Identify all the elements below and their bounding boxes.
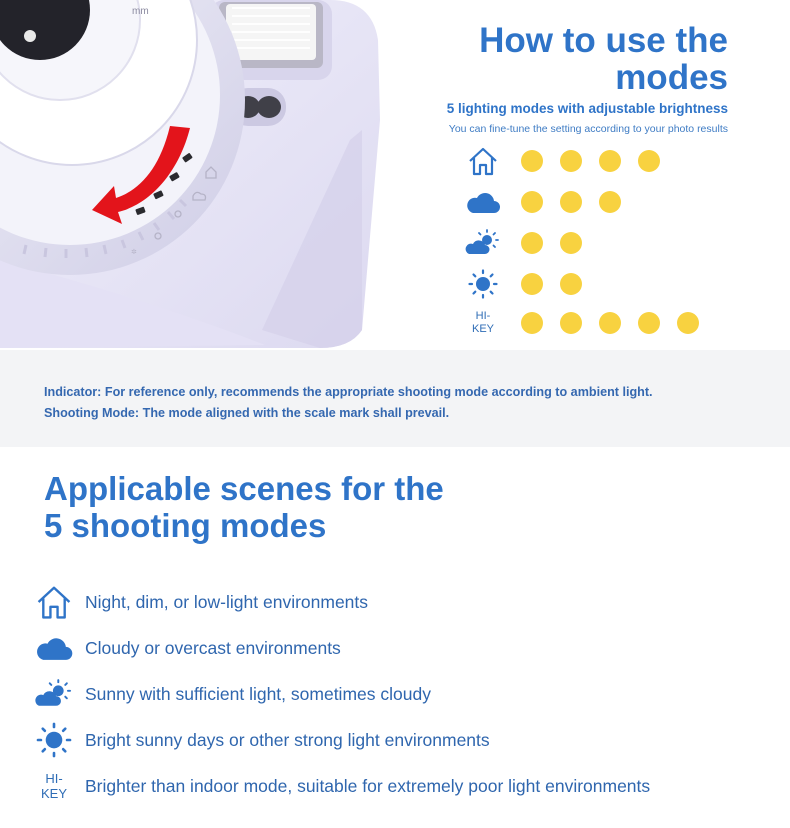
svg-text:✲: ✲ xyxy=(131,249,137,256)
brightness-dot xyxy=(560,150,582,172)
brightness-dot xyxy=(560,232,582,254)
scene-text: Cloudy or overcast environments xyxy=(85,638,341,658)
scenes-title-line-1: Applicable scenes for the xyxy=(44,470,444,507)
scene-text: Night, dim, or low-light environments xyxy=(85,592,369,612)
brightness-dot xyxy=(521,150,543,172)
brightness-dot xyxy=(560,273,582,295)
scenes-title-line-2: 5 shooting modes xyxy=(44,507,327,544)
brightness-dot xyxy=(638,312,660,334)
cloud-icon xyxy=(32,628,76,668)
hi-key-label: HI- KEY xyxy=(40,771,67,801)
brightness-dot xyxy=(599,312,621,334)
mode-row-cloudy xyxy=(462,187,742,217)
brightness-dot xyxy=(560,191,582,213)
brightness-dot xyxy=(677,312,699,334)
brightness-dot xyxy=(521,312,543,334)
mode-row-partly-sunny xyxy=(462,228,742,258)
mode-row-night xyxy=(462,146,742,176)
scene-item-night xyxy=(32,582,772,622)
scene-item-partly-sunny xyxy=(32,674,772,714)
lighting-modes-subtitle: 5 lighting modes with adjustable brightness xyxy=(446,101,728,116)
camera-illustration xyxy=(0,0,390,350)
indicator-note: Indicator: For reference only, recommends the appropriate shooting mode according to ambient light. xyxy=(44,385,653,399)
scene-item-cloudy xyxy=(32,628,772,668)
scene-item-hi-key xyxy=(32,766,772,806)
fine-tune-note: You can fine-tune the setting according to your photo results xyxy=(448,123,728,135)
sun-cloud-icon xyxy=(32,674,76,714)
how-to-use-title xyxy=(368,22,728,96)
title-line-2: modes xyxy=(615,58,728,97)
brightness-dot xyxy=(599,191,621,213)
house-icon xyxy=(32,582,76,622)
shooting-mode-note: Shooting Mode: The mode aligned with the scale mark shall prevail. xyxy=(44,406,450,420)
cloud-icon xyxy=(462,187,504,217)
brightness-dot xyxy=(638,150,660,172)
brightness-dot xyxy=(599,150,621,172)
sun-icon xyxy=(32,720,76,760)
scenes-title xyxy=(44,470,564,544)
brightness-dot xyxy=(521,232,543,254)
mode-row-hi-key xyxy=(462,308,742,338)
sun-icon xyxy=(462,269,504,299)
brightness-dot xyxy=(521,273,543,295)
brightness-dot xyxy=(560,312,582,334)
lens-marking: mm xyxy=(132,6,149,17)
title-line-1: How to use the xyxy=(479,21,728,60)
sun-cloud-icon xyxy=(462,228,504,258)
scene-text: Bright sunny days or other strong light environments xyxy=(85,730,490,750)
scene-text: Brighter than indoor mode, suitable for extremely poor light environments xyxy=(85,776,651,796)
hi-key-label: HI- KEY xyxy=(471,310,494,335)
brightness-dot xyxy=(521,191,543,213)
mode-row-sunny xyxy=(462,269,742,299)
scene-text: Sunny with sufficient light, sometimes cloudy xyxy=(85,684,431,704)
house-icon xyxy=(462,146,504,176)
scene-item-sunny xyxy=(32,720,772,760)
